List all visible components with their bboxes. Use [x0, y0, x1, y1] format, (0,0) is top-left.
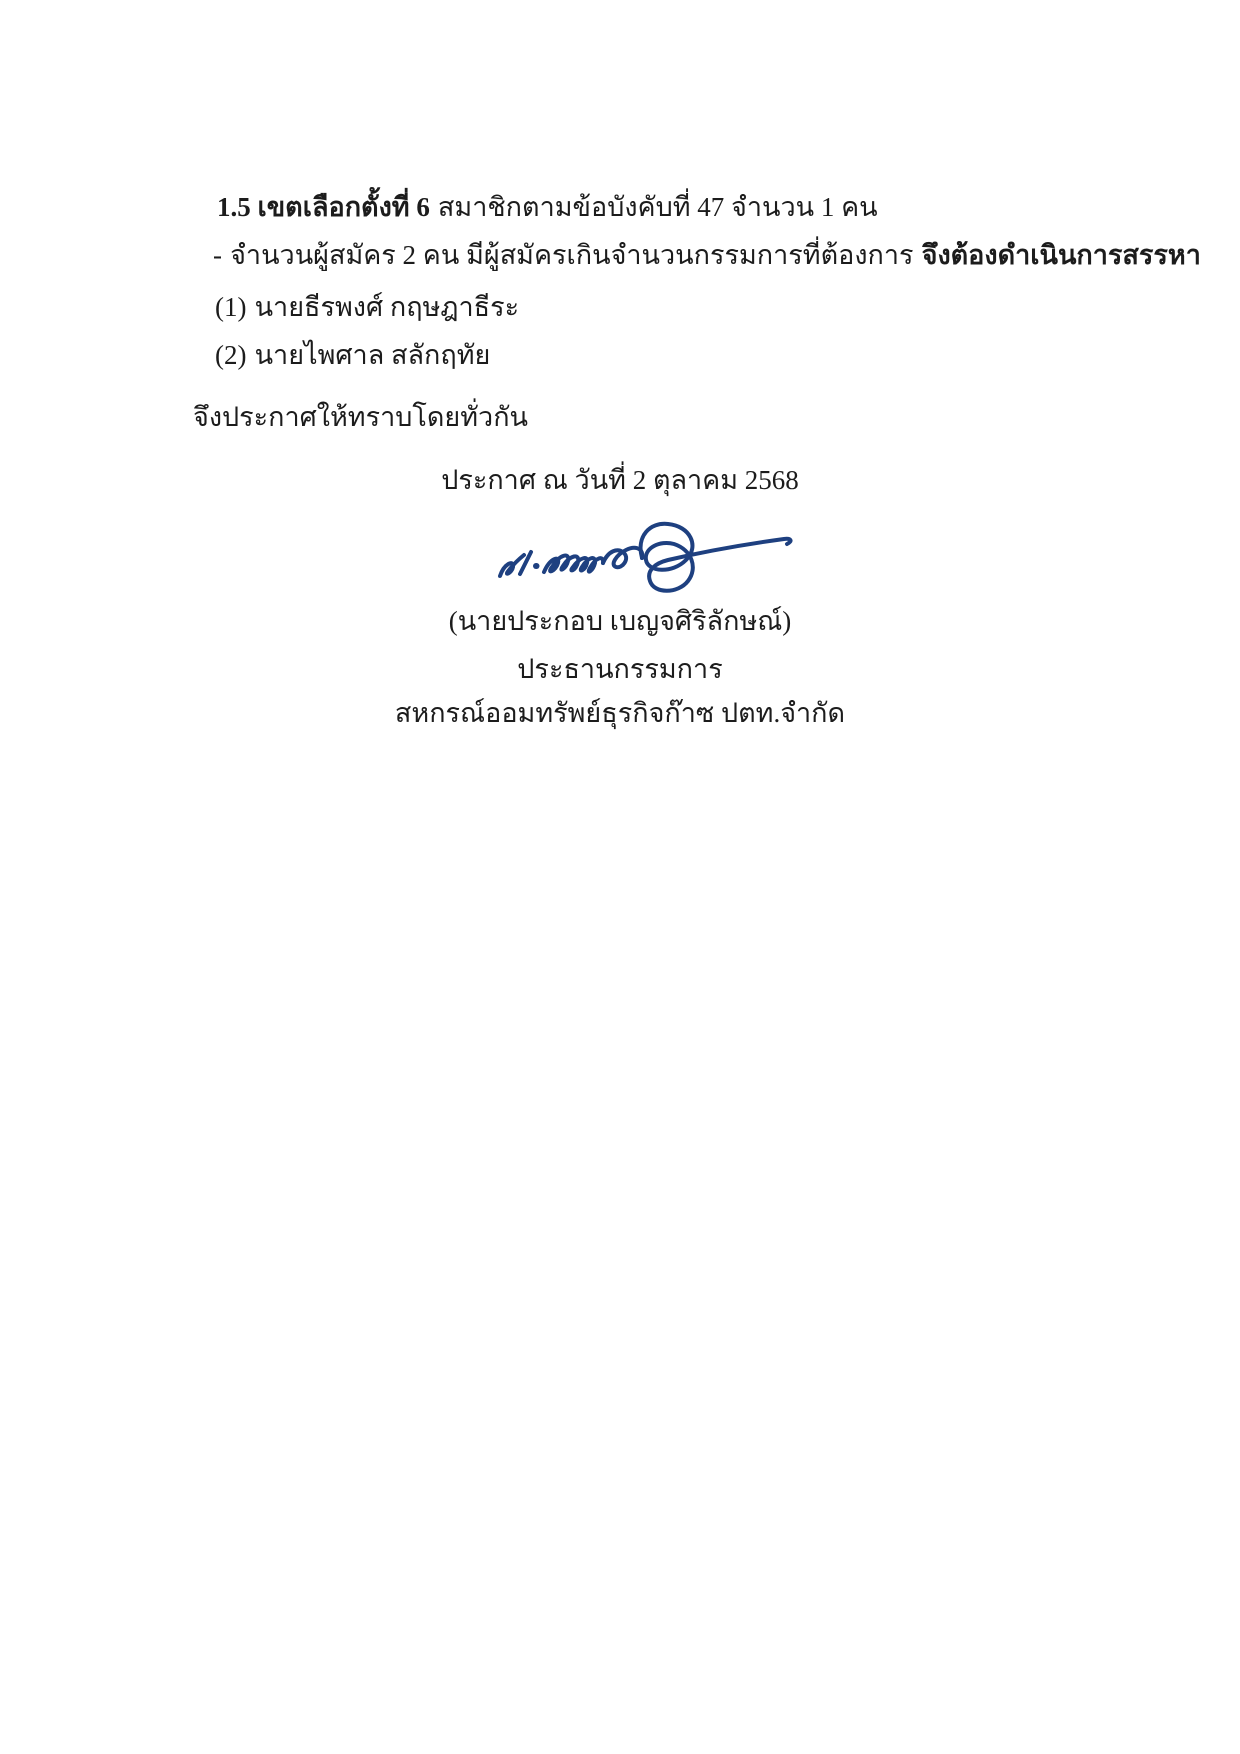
applicants-bold-note: จึงต้องดำเนินการสรรหา: [921, 240, 1201, 270]
candidate-name: นายธีรพงศ์ กฤษฎาธีระ: [254, 292, 520, 322]
signature-stroke-rise: [603, 548, 642, 567]
applicants-text: จำนวนผู้สมัคร 2 คน มีผู้สมัครเกินจำนวนกรรมการที่ต้องการ: [230, 240, 914, 270]
signature-ink: [488, 516, 800, 600]
signature-stroke-middle: [544, 555, 603, 572]
organization-name: สหกรณ์ออมทรัพย์ธุรกิจก๊าซ ปตท.จำกัด: [394, 698, 846, 728]
candidate-name: นายไพศาล สลักฤทัย: [254, 340, 491, 370]
signature-image: [488, 516, 800, 600]
signature-stroke-loops-tail: [641, 524, 791, 591]
announcement-date-line: ประกาศ ณ วันที่ 2 ตุลาคม 2568: [441, 465, 799, 495]
section-heading-number: 1.5 เขตเลือกตั้งที่ 6: [217, 192, 430, 222]
signer-title: ประธานกรรมการ: [517, 654, 723, 684]
applicants-dash: -: [213, 240, 222, 270]
candidate-number: (1): [215, 292, 247, 322]
applicants-line: [213, 238, 1201, 273]
section-heading: [217, 190, 878, 225]
signer-name: (นายประกอบ เบญจศิริลักษณ์): [448, 606, 792, 636]
section-heading-text: สมาชิกตามข้อบังคับที่ 47 จำนวน 1 คน: [437, 192, 878, 222]
closing-statement: จึงประกาศให้ทราบโดยทั่วกัน: [193, 402, 528, 432]
candidate-item: [215, 338, 490, 373]
candidate-item: [215, 290, 519, 325]
candidate-number: (2): [215, 340, 247, 370]
